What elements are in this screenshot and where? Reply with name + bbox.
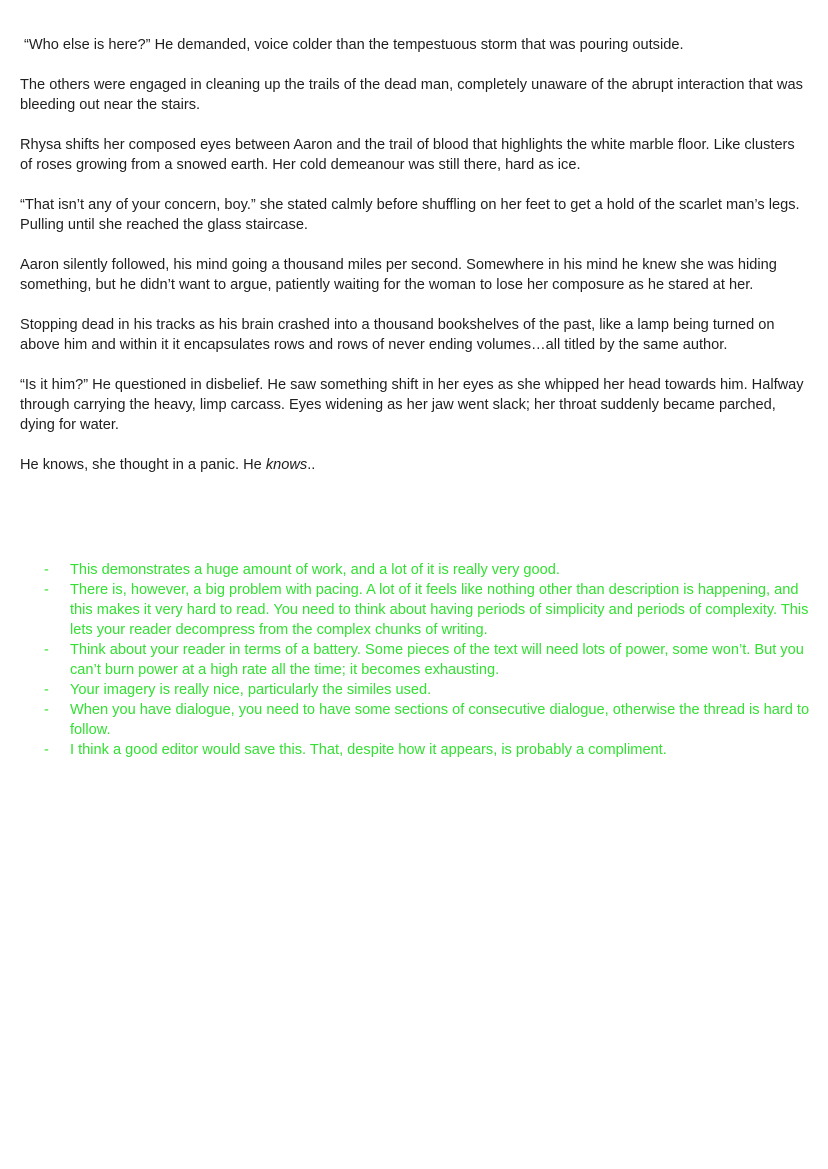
bullet-dash: - [44,562,49,578]
feedback-text: There is, however, a big problem with pacing. A lot of it feels like nothing other than description is happening, and this makes it very hard to read. You need to think about having periods of simplicity and periods of complexity. This lets your reader decompress from the complex chunks of writing. [70,582,809,638]
feedback-item [20,580,810,640]
story-paragraph: Rhysa shifts her composed eyes between Aaron and the trail of blood that highlights the white marble floor. Like clusters of roses growing from a snowed earth. Her cold demeanour was still there, hard as ice. [20,137,795,173]
feedback-list [20,560,810,760]
feedback-item [20,640,810,680]
bullet-dash: - [44,742,49,758]
feedback-text: Think about your reader in terms of a battery. Some pieces of the text will need lots of power, some won’t. But you can’t burn power at a high rate all the time; it becomes exhausting. [70,642,804,678]
story-paragraph-final [20,455,810,475]
story-paragraph: Stopping dead in his tracks as his brain crashed into a thousand bookshelves of the past, like a lamp being turned on above him and within it it encapsulates rows and rows of never ending volumes…all titled by the same author. [20,317,775,353]
feedback-item [20,700,810,740]
feedback-text: Your imagery is really nice, particularly the similes used. [70,682,432,698]
bullet-dash: - [44,682,49,698]
story-paragraph: “Is it him?” He questioned in disbelief. He saw something shift in her eyes as she whipped her head towards him. Halfway through carrying the heavy, limp carcass. Eyes widening as her jaw went slack; her throat suddenly became parched, dying for water. [20,377,804,433]
story-paragraph: Aaron silently followed, his mind going a thousand miles per second. Somewhere in his mind he knew she was hiding something, but he didn’t want to argue, patiently waiting for the woman to lose her composure as he stared at her. [20,257,777,293]
feedback-item [20,740,810,760]
story-paragraph: “Who else is here?” He demanded, voice colder than the tempestuous storm that was pouring outside. [24,37,684,53]
bullet-dash: - [44,582,49,598]
story-paragraph: “That isn’t any of your concern, boy.” she stated calmly before shuffling on her feet to get a hold of the scarlet man’s legs. Pulling until she reached the glass staircase. [20,197,800,233]
feedback-text: I think a good editor would save this. That, despite how it appears, is probably a compliment. [70,742,667,758]
story-text [20,35,810,495]
feedback-item [20,680,810,700]
bullet-dash: - [44,702,49,718]
final-text-after: .. [307,457,316,473]
story-paragraph: The others were engaged in cleaning up the trails of the dead man, completely unaware of the abrupt interaction that was bleeding out near the stairs. [20,77,803,113]
final-emphasis: knows [265,457,308,473]
feedback-text: This demonstrates a huge amount of work, and a lot of it is really very good. [70,562,560,578]
feedback-text: When you have dialogue, you need to have some sections of consecutive dialogue, otherwise the thread is hard to follow. [70,702,810,738]
final-text-before: He knows, she thought in a panic. He [20,457,266,473]
feedback-item [20,560,810,580]
bullet-dash: - [44,642,49,658]
